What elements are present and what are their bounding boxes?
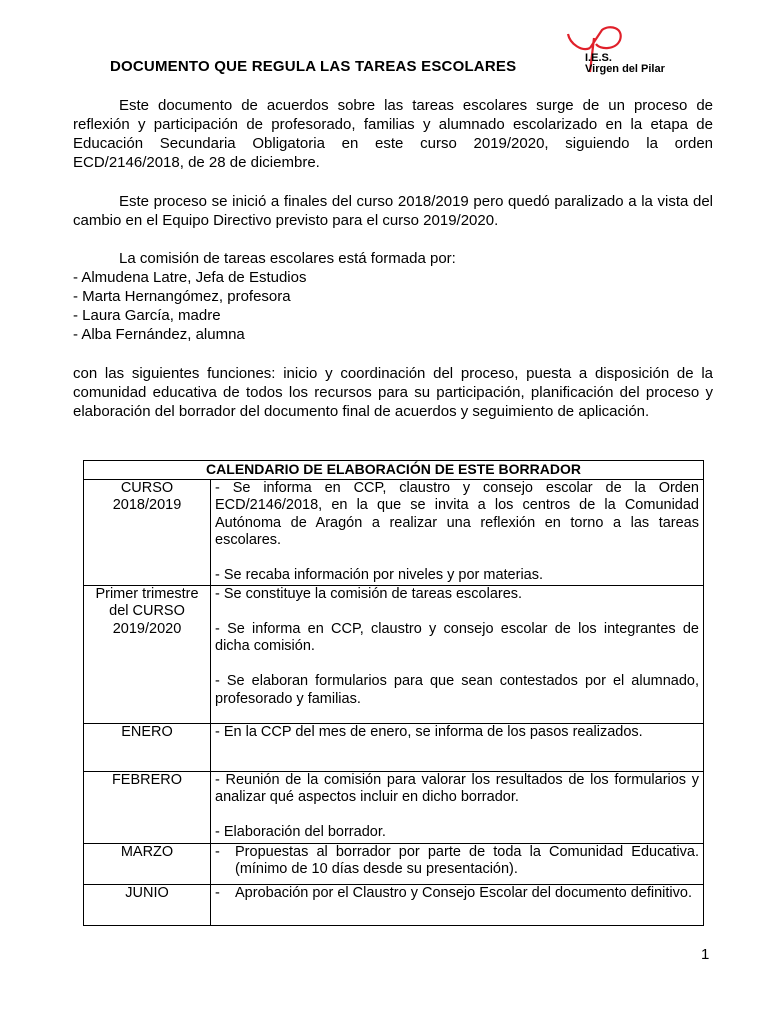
activity-cell (211, 884, 704, 925)
table-row (84, 723, 704, 771)
table-header: CALENDARIO DE ELABORACIÓN DE ESTE BORRADOR (84, 461, 704, 480)
activity-cell (211, 479, 704, 585)
table-row (84, 479, 704, 585)
table-row (84, 843, 704, 884)
period-cell: JUNIO (84, 884, 211, 925)
paragraph-intro: Este documento de acuerdos sobre las tareas escolares surge de un proceso de reflexión y participación de profesorado, familias y alumnado escolarizado en la etapa de Educación Secundaria Obligatoria en este curso 2019/2020, siguiendo la orden ECD/2146/2018, de 28 de diciembre. (73, 97, 713, 171)
period-cell: Primer trimestre del CURSO 2019/2020 (84, 585, 211, 723)
calendar-table (83, 460, 704, 926)
activity-item: - Se informa en CCP, claustro y consejo escolar de la Orden ECD/2146/2018, en la que se invita a los centros de la Comunidad Autónoma de Aragón a realizar una reflexión en torno a las tareas escolares. (215, 479, 699, 548)
paragraph-functions: con las siguientes funciones: inicio y coordinación del proceso, puesta a disposición de la comunidad educativa de todos los recursos para su participación, planificación del proceso y elaboración del borrador del documento final de acuerdos y seguimiento de aplicación. (73, 365, 713, 420)
activity-cell (211, 771, 704, 843)
activity-item: Aprobación por el Claustro y Consejo Escolar del documento definitivo. (235, 884, 692, 901)
activity-cell (211, 843, 704, 884)
school-logo-text (585, 53, 665, 75)
dash-marker: - (215, 884, 220, 901)
activity-cell (211, 723, 704, 771)
logo-line-2: Virgen del Pilar (585, 63, 665, 75)
period-cell: ENERO (84, 723, 211, 771)
paragraph-process: Este proceso se inició a finales del curso 2018/2019 pero quedó paralizado a la vista del cambio en el Equipo Directivo previsto para el curso 2019/2020. (73, 193, 713, 229)
activity-item: - Se informa en CCP, claustro y consejo escolar de los integrantes de dicha comisión. (215, 620, 699, 654)
table-row (84, 884, 704, 925)
document-title: DOCUMENTO QUE REGULA LAS TAREAS ESCOLARES (110, 58, 517, 75)
member-item: - Laura García, madre (73, 307, 221, 324)
member-item: - Marta Hernangómez, profesora (73, 288, 291, 305)
period-cell: FEBRERO (84, 771, 211, 843)
table-header-row (84, 461, 704, 480)
member-item: - Alba Fernández, alumna (73, 326, 245, 343)
activity-item: - Elaboración del borrador. (215, 824, 386, 840)
activity-item: - Se elaboran formularios para que sean contestados por el alumnado, profesorado y familias. (215, 673, 699, 707)
activity-item: - En la CCP del mes de enero, se informa de los pasos realizados. (215, 723, 643, 740)
table-row (84, 585, 704, 723)
activity-item: - Se constituye la comisión de tareas escolares. (215, 585, 523, 602)
period-cell: MARZO (84, 843, 211, 884)
page-number: 1 (701, 946, 710, 963)
activity-item: Propuestas al borrador por parte de toda la Comunidad Educativa. (mínimo de 10 días desde su presentación). (235, 843, 699, 877)
activity-item: - Reunión de la comisión para valorar los resultados de los formularios y analizar qué aspectos incluir en dicho borrador. (215, 771, 699, 805)
logo-line-1: I.E.S. (585, 52, 612, 64)
activity-item: - Se recaba información por niveles y por materias. (215, 567, 544, 583)
dash-marker: - (215, 843, 220, 860)
member-item: - Almudena Latre, Jefa de Estudios (73, 269, 307, 286)
activity-cell (211, 585, 704, 723)
period-cell: CURSO 2018/2019 (84, 479, 211, 585)
table-row (84, 771, 704, 843)
paragraph-commission: La comisión de tareas escolares está formada por: (119, 250, 456, 267)
